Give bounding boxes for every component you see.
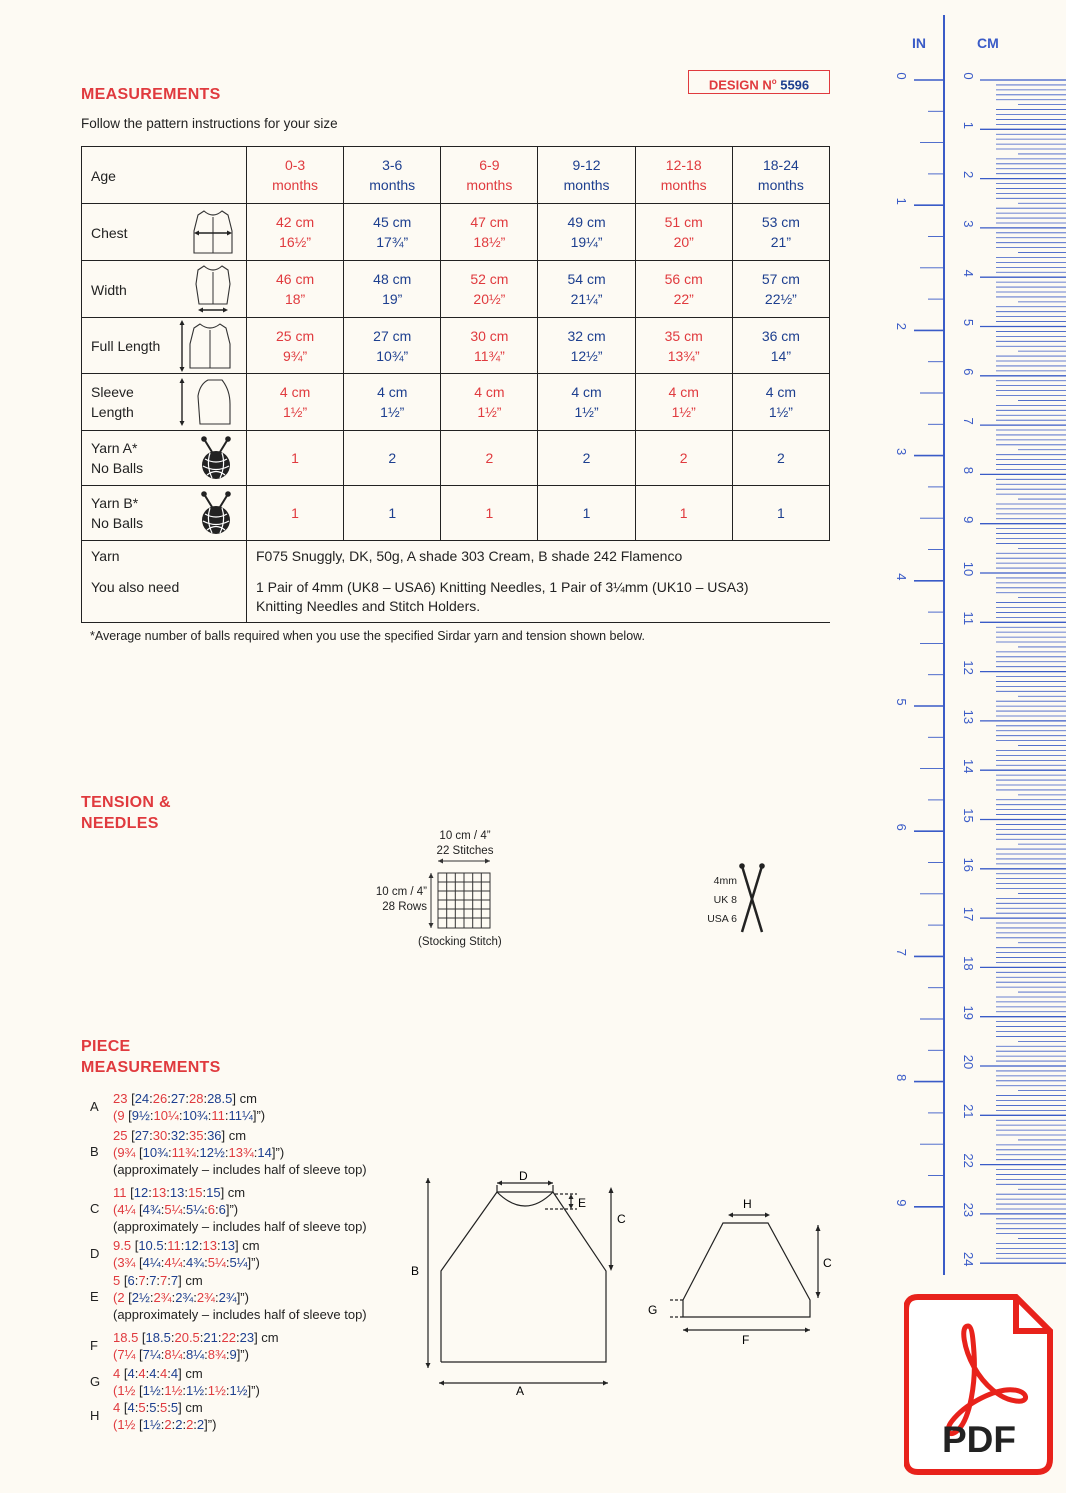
age-cell: 3-6 months <box>344 147 441 204</box>
piece-measure-line: (4¼ [4¾:5¼:5¼:6:6]”) <box>113 1202 239 1217</box>
pdf-label: PDF <box>942 1419 1016 1460</box>
age-cell: 6-9 months <box>441 147 538 204</box>
measurement-cell: 4 cm 1½” <box>538 374 635 431</box>
measurement-cell: 2 <box>732 431 829 486</box>
piece-measure-line: (3¾ [4¼:4¼:4¾:5¼:5¼]”) <box>113 1255 260 1270</box>
measurement-cell: 2 <box>344 431 441 486</box>
piece-letter: C <box>90 1201 100 1216</box>
cm-tick-label: 14 <box>961 758 976 774</box>
body-piece-diagram <box>405 1165 640 1400</box>
measurement-cell: 2 <box>538 431 635 486</box>
cm-tick-label: 12 <box>961 660 976 675</box>
yarn-needs-values: F075 Snuggly, DK, 50g, A shade 303 Cream, B shade 242 Flamenco 1 Pair of 4mm (UK8 – USA6) Knitting Needles, 1 Pair of 3¼mm (UK10 – USA3) Knitting Needles and Stitch Holders. <box>247 541 830 623</box>
piece-letter: E <box>90 1289 99 1304</box>
cm-tick-label: 19 <box>961 1005 976 1020</box>
piece-measure-line: (9 [9½:10¼:10¾:11:11¼]”) <box>113 1108 266 1123</box>
measurement-cell: 35 cm 13¾” <box>635 318 732 374</box>
piece-letter: G <box>90 1374 101 1389</box>
age-cell: 12-18 months <box>635 147 732 204</box>
cm-tick-label: 24 <box>961 1251 976 1267</box>
row-label-cell <box>82 374 247 431</box>
cm-tick-label: 23 <box>961 1202 976 1218</box>
piece-measure-line: 23 [24:26:27:28:28.5] cm <box>113 1091 257 1106</box>
piece-measure-line: (9¾ [10¾:11¾:12½:13¾:14]”) <box>113 1145 285 1160</box>
cm-tick-label: 13 <box>961 709 976 725</box>
measurement-cell: 1 <box>247 431 344 486</box>
inch-tick-label: 2 <box>894 322 909 331</box>
inch-tick-label: 5 <box>894 698 909 706</box>
measurement-cell: 1 <box>247 486 344 541</box>
row-label-cell <box>82 318 247 374</box>
measurement-cell: 49 cm 19¼” <box>538 204 635 261</box>
measurement-row <box>82 486 830 541</box>
diagram-label-a: A <box>516 1384 525 1398</box>
measurement-cell: 30 cm 11¾” <box>441 318 538 374</box>
piece-letter: F <box>90 1338 98 1353</box>
needle-sizes: 4mm UK 8 USA 6 <box>707 875 737 925</box>
cm-tick-label: 18 <box>961 956 976 971</box>
pdf-icon[interactable] <box>904 1293 1054 1476</box>
measurement-cell: 25 cm 9¾” <box>247 318 344 374</box>
cm-tick-label: 6 <box>961 368 976 376</box>
diagram-label-c: C <box>617 1212 626 1226</box>
measurement-cell: 53 cm 21” <box>732 204 829 261</box>
age-cell: 18-24 months <box>732 147 829 204</box>
measurement-cell: 52 cm 20½” <box>441 261 538 318</box>
knitting-needles-icon <box>738 862 768 936</box>
measurement-cell: 1 <box>441 486 538 541</box>
diagram-label-e: E <box>578 1196 587 1210</box>
measurement-cell: 42 cm 16½” <box>247 204 344 261</box>
stocking-stitch-label: (Stocking Stitch) <box>418 936 502 948</box>
sleeve-label-c: C <box>823 1256 832 1270</box>
cm-tick-label: 8 <box>961 466 976 475</box>
diagram-label-f: F <box>742 1333 750 1347</box>
piece-measure-line: 9.5 [10.5:11:12:13:13] cm <box>113 1238 260 1253</box>
measurement-cell: 2 <box>441 431 538 486</box>
tension-rows-label: 10 cm / 4” 28 Rows <box>375 886 427 913</box>
piece-measure-line: 5 [6:7:7:7:7] cm <box>113 1273 203 1288</box>
measurement-cell: 36 cm 14” <box>732 318 829 374</box>
measurement-row <box>82 431 830 486</box>
row-label-cell <box>82 486 247 541</box>
measurement-cell: 1 <box>538 486 635 541</box>
piece-measure-line: 18.5 [18.5:20.5:21:22:23] cm <box>113 1330 279 1345</box>
piece-measure-line: 11 [12:13:13:15:15] cm <box>113 1185 246 1200</box>
piece-measurements-heading: PIECE MEASUREMENTS <box>81 1038 221 1076</box>
diagram-label-b: B <box>411 1264 420 1278</box>
design-number-box: DESIGN $N^o$ 5596 <box>688 70 830 94</box>
age-cell: 9-12 months <box>538 147 635 204</box>
inch-tick-label: 7 <box>894 948 909 957</box>
inch-tick-label: 4 <box>894 573 909 581</box>
design-number: 5596 <box>780 77 810 93</box>
cm-tick-label: 20 <box>961 1054 976 1070</box>
measurement-cell: 4 cm 1½” <box>247 374 344 431</box>
measurement-cell: 56 cm 22” <box>635 261 732 318</box>
row-label: Yarn B* No Balls <box>91 495 144 531</box>
inch-tick-label: 6 <box>894 823 909 831</box>
row-label: Sleeve Length <box>91 384 134 420</box>
cm-tick-label: 0 <box>961 72 976 80</box>
cm-tick-label: 22 <box>961 1153 976 1168</box>
cm-tick-label: 17 <box>961 906 976 922</box>
inch-tick-label: 3 <box>894 447 909 456</box>
piece-letter: A <box>90 1099 99 1114</box>
cm-tick-label: 9 <box>961 516 976 524</box>
age-row <box>82 147 830 204</box>
measurement-cell: 1 <box>344 486 441 541</box>
cm-tick-label: 21 <box>961 1104 976 1119</box>
measurements-subtitle: Follow the pattern instructions for your size <box>81 116 338 131</box>
measurement-cell: 48 cm 19” <box>344 261 441 318</box>
measurements-heading: MEASUREMENTS <box>81 86 221 103</box>
measurement-cell: 1 <box>732 486 829 541</box>
cm-tick-label: 4 <box>961 269 976 277</box>
row-label-cell <box>82 204 247 261</box>
piece-measure-line: (7¼ [7¼:8¼:8¼:8¾:9]”) <box>113 1347 249 1362</box>
age-label-cell: Age <box>82 147 247 204</box>
measurement-cell: 27 cm 10¾” <box>344 318 441 374</box>
cm-tick-label: 3 <box>961 220 976 228</box>
cm-tick-label: 16 <box>961 857 976 873</box>
yarn-info-row <box>82 541 830 623</box>
ruler <box>880 0 1066 1290</box>
tension-stitches-label: 10 cm / 4” 22 Stitches <box>436 830 494 857</box>
ruler-inch-label: IN <box>912 35 926 51</box>
measurement-cell: 4 cm 1½” <box>635 374 732 431</box>
measurement-cell: 46 cm 18” <box>247 261 344 318</box>
row-label-cell <box>82 261 247 318</box>
cm-tick-label: 15 <box>961 808 976 823</box>
measurement-row <box>82 374 830 431</box>
piece-letter: B <box>90 1144 99 1159</box>
piece-letter: H <box>90 1408 100 1423</box>
cm-tick-label: 1 <box>961 121 976 129</box>
tension-grid-icon <box>428 858 500 933</box>
measurement-cell: 2 <box>635 431 732 486</box>
piece-note: (approximately – includes half of sleeve top) <box>113 1307 367 1322</box>
measurement-cell: 47 cm 18½” <box>441 204 538 261</box>
cm-tick-label: 2 <box>961 170 976 179</box>
yarn-needs-labels: Yarn You also need <box>82 541 247 623</box>
inch-tick-label: 8 <box>894 1073 909 1082</box>
row-label: Yarn A* No Balls <box>91 440 144 476</box>
measurements-table <box>81 146 830 623</box>
age-cell: 0-3 months <box>247 147 344 204</box>
measurement-cell: 57 cm 22½” <box>732 261 829 318</box>
tension-heading: TENSION & NEEDLES <box>81 794 171 832</box>
measurement-cell: 4 cm 1½” <box>441 374 538 431</box>
measurement-cell: 4 cm 1½” <box>344 374 441 431</box>
footnote: *Average number of balls required when you use the specified Sirdar yarn and tension shown below. <box>90 629 645 643</box>
inch-tick-label: 9 <box>894 1199 909 1207</box>
sleeve-piece-diagram <box>640 1190 840 1355</box>
diagram-label-d: D <box>519 1169 528 1183</box>
piece-measure-line: 4 [4:5:5:5:5] cm <box>113 1400 203 1415</box>
measurement-cell: 4 cm 1½” <box>732 374 829 431</box>
piece-letter: D <box>90 1246 100 1261</box>
inch-tick-label: 1 <box>894 197 909 205</box>
measurement-row <box>82 204 830 261</box>
cm-tick-label: 11 <box>961 611 976 626</box>
diagram-label-g: G <box>648 1303 658 1317</box>
piece-measure-line: (1½ [1½:1½:1½:1½:1½]”) <box>113 1383 260 1398</box>
piece-measure-line: (1½ [1½:2:2:2:2]”) <box>113 1417 217 1432</box>
measurement-cell: 1 <box>635 486 732 541</box>
row-label: Width <box>91 281 127 298</box>
cm-tick-label: 5 <box>961 318 976 327</box>
measurement-cell: 51 cm 20” <box>635 204 732 261</box>
measurement-cell: 54 cm 21¼” <box>538 261 635 318</box>
piece-measure-line: (2 [2½:2¾:2¾:2¾:2¾]”) <box>113 1290 249 1305</box>
piece-measure-line: 25 [27:30:32:35:36] cm <box>113 1128 247 1143</box>
measurement-cell: 32 cm 12½” <box>538 318 635 374</box>
row-label: Chest <box>91 224 128 241</box>
row-label-cell <box>82 431 247 486</box>
cm-tick-label: 10 <box>961 561 976 577</box>
diagram-label-h: H <box>743 1197 752 1211</box>
piece-measure-line: 4 [4:4:4:4:4] cm <box>113 1366 203 1381</box>
ruler-cm-label: CM <box>977 35 999 51</box>
measurement-cell: 45 cm 17¾” <box>344 204 441 261</box>
piece-note: (approximately – includes half of sleeve top) <box>113 1219 367 1234</box>
row-label: Full Length <box>91 338 161 355</box>
measurement-row <box>82 261 830 318</box>
cm-tick-label: 7 <box>961 417 976 425</box>
measurement-row <box>82 318 830 374</box>
piece-note: (approximately – includes half of sleeve top) <box>113 1162 367 1177</box>
inch-tick-label: 0 <box>894 72 909 80</box>
